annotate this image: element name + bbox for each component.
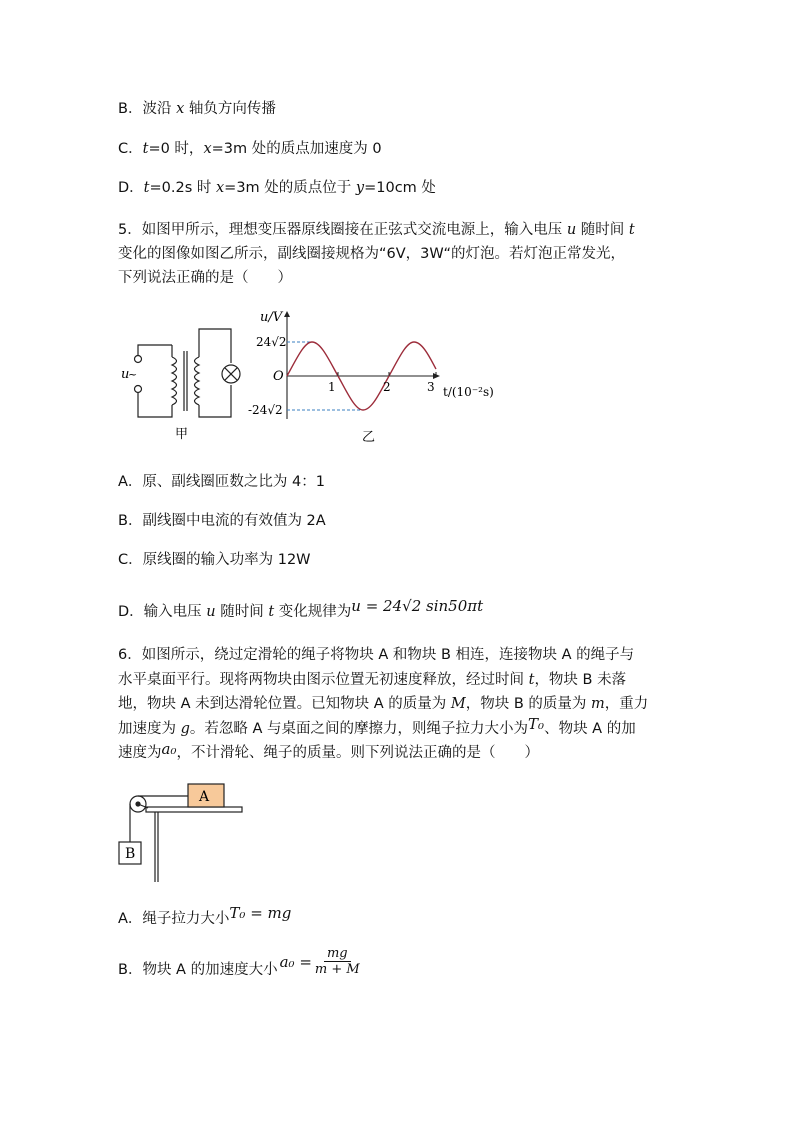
- q5-stem-text: 5．如图甲所示，理想变压器原线圈接在正弦式交流电源上，输入电压: [118, 222, 567, 238]
- q5-option-b: B．副线圈中电流的有效值为 2A: [118, 513, 326, 529]
- q5-option-d-label: D．输入电压: [118, 604, 207, 620]
- q6-stem-text-5: ，重力: [604, 696, 649, 712]
- block-b-label: B: [125, 846, 136, 862]
- q6-stem-line-2: [118, 669, 626, 691]
- q4-option-c: [118, 138, 382, 160]
- var-g: g: [180, 721, 190, 737]
- q5-option-d: [118, 597, 484, 623]
- q4-option-d-label: D．: [118, 180, 144, 196]
- q4-option-d-text-2: =3m 处的质点位于: [224, 180, 356, 196]
- xtick-3: 3: [427, 380, 435, 394]
- var-t: t: [143, 180, 150, 196]
- tension-formula: T₀ = mg: [229, 904, 292, 922]
- var-t: t: [628, 222, 635, 238]
- q4-option-b: [118, 98, 276, 120]
- q5-stem-line-2: 变化的图像如图乙所示，副线圈接规格为“6V，3W“的灯泡。若灯泡正常发光，: [118, 246, 625, 262]
- transformer-diagram: [135, 329, 241, 417]
- accel-fraction: [315, 946, 360, 977]
- q6-stem-line-1: 6．如图所示，绕过定滑轮的绳子将物块 A 和物块 B 相连，连接物块 A 的绳子与: [118, 647, 635, 663]
- ytick-bottom: -24√2: [248, 403, 283, 417]
- var-t: t: [528, 672, 535, 688]
- figure-label-jia: 甲: [175, 427, 189, 442]
- var-M: M: [450, 696, 466, 712]
- var-y: y: [355, 180, 365, 196]
- q4-option-c-label: C．: [118, 141, 143, 157]
- table-top: [146, 807, 242, 812]
- pulley-table-diagram: [119, 784, 242, 882]
- q4-option-b-text-2: 轴负方向传播: [184, 101, 276, 117]
- q5-option-d-text-2: 变化规律为: [274, 604, 352, 620]
- fraction-numerator: mg: [324, 946, 351, 962]
- var-x: x: [203, 141, 212, 157]
- q4-option-c-text: =0 时，: [148, 141, 204, 157]
- var-a0: a₀: [161, 740, 177, 758]
- q5-option-c: C．原线圈的输入功率为 12W: [118, 552, 311, 568]
- q6-option-a-text: A．绳子拉力大小: [118, 911, 230, 927]
- q4-option-b-text: B．波沿: [118, 101, 177, 117]
- ytick-top: 24√2: [256, 335, 287, 349]
- q5-option-d-text: 随时间: [215, 604, 269, 620]
- q4-option-d: [118, 177, 436, 199]
- var-m: m: [591, 696, 605, 712]
- var-x: x: [176, 101, 185, 117]
- q6-stem-line-4: [118, 717, 636, 740]
- xtick-1: 1: [328, 380, 336, 394]
- block-a-label: A: [199, 789, 210, 805]
- q6-stem-text-7: 。若忽略 A 与桌面之间的摩擦力，则绳子拉力大小为: [189, 721, 529, 737]
- q6-stem-text-4: ，物块 B 的质量为: [465, 696, 592, 712]
- var-u: u: [206, 604, 216, 620]
- ut-graph: [284, 311, 440, 419]
- q5-option-a: A．原、副线圈匝数之比为 4：1: [118, 474, 325, 490]
- q6-stem-text: 水平桌面平行。现将两物块由图示位置无初速度释放，经过时间: [118, 672, 529, 688]
- q6-stem-text-2: ，物块 B 未落: [534, 672, 627, 688]
- var-T0: T₀: [528, 715, 545, 733]
- q6-stem-text-9: 速度为: [118, 745, 162, 761]
- q5-figure: [110, 305, 510, 450]
- y-axis-label: u/V: [260, 310, 283, 325]
- q4-option-d-text-3: =10cm 处: [364, 180, 436, 196]
- q4-option-d-text: =0.2s 时: [149, 180, 216, 196]
- q6-stem-text-8: 、物块 A 的加: [544, 721, 636, 737]
- q6-stem-text-10: ，不计滑轮、绳子的质量。则下列说法正确的是（ ）: [176, 745, 539, 761]
- q6-stem-line-3: [118, 693, 648, 715]
- fraction-denominator: m + M: [314, 962, 360, 977]
- coil-u-label: u: [121, 367, 130, 382]
- q5-stem-line-1: [118, 219, 635, 241]
- q6-option-b: [118, 946, 360, 977]
- q6-stem-text-3: 地，物块 A 未到达滑轮位置。已知物块 A 的质量为: [118, 696, 451, 712]
- tilde-icon: ~: [128, 368, 138, 381]
- q6-stem-text-6: 加速度为: [118, 721, 181, 737]
- var-t: t: [142, 141, 149, 157]
- accel-lhs: a₀ =: [279, 952, 312, 971]
- q6-option-a: [118, 904, 292, 930]
- figure-label-yi: 乙: [362, 430, 376, 445]
- x-axis-label: t/(10⁻²s): [443, 385, 494, 399]
- var-t: t: [268, 604, 275, 620]
- q4-option-c-text-2: =3m 处的质点加速度为 0: [211, 141, 382, 157]
- q6-option-b-text: B．物块 A 的加速度大小: [118, 961, 278, 978]
- xtick-2: 2: [383, 380, 391, 394]
- var-u: u: [566, 222, 577, 238]
- q5-stem-text-2: 随时间: [576, 222, 629, 238]
- q6-stem-line-5: [118, 741, 539, 764]
- origin-label: O: [273, 369, 284, 384]
- voltage-formula: u = 24√2 sin50πt: [351, 597, 484, 615]
- q6-figure: [110, 778, 250, 888]
- y-axis-arrow: [284, 311, 290, 317]
- var-x: x: [215, 180, 225, 196]
- q5-stem-line-3: 下列说法正确的是（ ）: [118, 270, 292, 286]
